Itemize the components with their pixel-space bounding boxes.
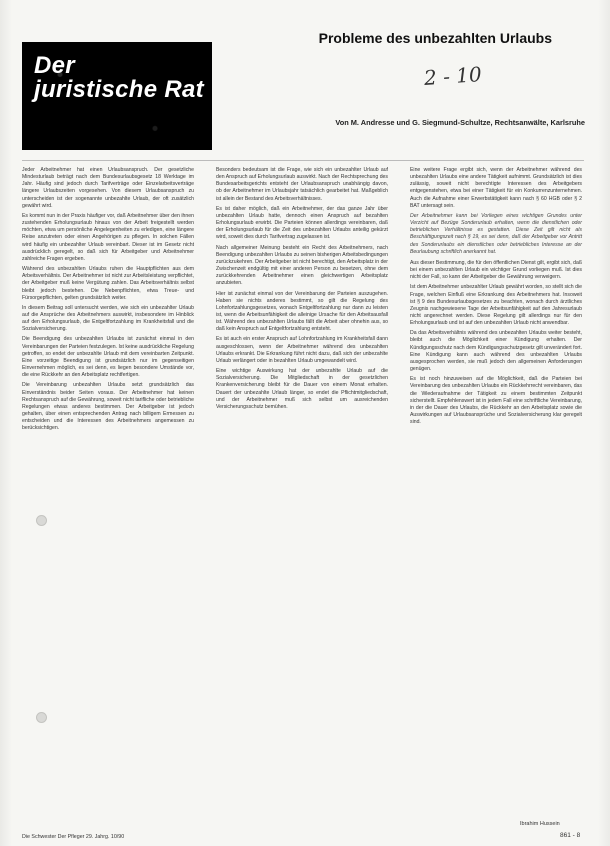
section-banner [22,42,212,150]
paragraph: Jeder Arbeitnehmer hat einen Urlaubsanspruch. Der gesetzliche Mindesturlaub beträgt nach dem Bundesurlaubsgesetz 18 Werktage im Jahr. Häufig sind jedoch durch Tarifverträge oder Einzelarbeitsverträge längere Urlaubszeiten vorgesehen. Von diesem Urlaubsanspruch zu unterscheiden ist der sogenannte unbezahlte Urlaub, der oft zusätzlich gewährt wird. [22,167,194,209]
paragraph: Da das Arbeitsverhältnis während des unbezahlten Urlaubs weiter besteht, bleibt auch die Möglichkeit einer Kündigung erhalten. Der Kündigungsschutz nach dem Kündigungsschutzgesetz gilt unverändert fort. Eine Kündigung kann auch während des unbezahlten Urlaubs ausgesprochen werden, sie muß jedoch den allgemeinen Anforderungen genügen. [410,330,582,373]
divider [22,160,584,161]
text-column-3 [410,167,582,429]
article-authors: Von M. Andresse und G. Siegmund-Schultze, Rechtsanwälte, Karlsruhe [335,118,585,127]
paragraph: Ist dem Arbeitnehmer unbezahlter Urlaub gewährt worden, so stellt sich die Frage, welchen Einfluß eine Erkrankung des Arbeitnehmers hat. Insoweit ist § 9 des Bundesurlaubsgesetzes zu beachten, wonach durch ärztliches Zeugnis nachgewiesene Tage der Arbeitsunfähigkeit auf den Jahresurlaub nicht angerechnet werden. Diese Regelung gilt allerdings nur für den Erholungsurlaub und ist auf den unbezahlten Urlaub nicht anwendbar. [410,284,582,327]
banner-title [34,54,209,102]
paragraph: In diesem Beitrag soll untersucht werden, wie sich ein unbezahlter Urlaub auf die Ansprüche des Arbeitnehmers auswirkt, insbesondere im Hinblick auf den Erholungsurlaub, die Entgeltfortzahlung im Krankheitsfall und die Sozialversicherung. [22,304,194,333]
text-column-1 [22,167,194,435]
paragraph: Es ist noch hinzuweisen auf die Möglichkeit, daß die Parteien bei Vereinbarung des unbezahlten Urlaubs ein Rückkehrrecht vereinbaren, das die Wiederaufnahme der Tätigkeit zu einem bestimmten Zeitpunkt sicherstellt. Empfehlenswert ist in jedem Fall eine schriftliche Vereinbarung, in der die Dauer des Urlaubs, die Rückkehr an den Arbeitsplatz sowie die Auswirkungen auf Urlaubsansprüche und Sozialversicherung klar geregelt sind. [410,376,582,426]
author-signature: Ibrahim Hussein [520,821,560,827]
paragraph: Aus dieser Bestimmung, die für den öffentlichen Dienst gilt, ergibt sich, daß bei einem unbezahlten Urlaub ein wichtiger Grund vorliegen muß. Ist dies nicht der Fall, so kann der Arbeitgeber die Gewährung verweigern. [410,259,582,281]
text-column-2 [216,167,388,414]
paragraph: Die Beendigung des unbezahlten Urlaubs ist zunächst einmal in den Vereinbarungen der Parteien festzulegen. Ist keine ausdrückliche Regelung getroffen, so endet der unbezahlte Urlaub mit dem vereinbarten Zeitpunkt. Eine vorzeitige Beendigung ist grundsätzlich nur im gegenseitigen Einvernehmen möglich, es sei denn, es liegen besondere Umstände vor, die eine Rückkehr an den Arbeitsplatz rechtfertigen. [22,336,194,379]
banner-line-2: juristische Rat [34,76,204,103]
footer-page-number: 861 - 8 [560,832,581,839]
punch-hole [36,515,47,526]
handwritten-note: 2 - 10 [423,62,483,90]
footer-publication: Die Schwester Der Pfleger 29. Jahrg. 10/90 [22,834,125,840]
paragraph: Während des unbezahlten Urlaubs ruhen die Hauptpflichten aus dem Arbeitsverhältnis. Der Arbeitnehmer ist nicht zur Arbeitsleistung verpflichtet, der Arbeitgeber muß keine Vergütung zahlen. Das Arbeitsverhältnis selbst bleibt jedoch bestehen. Die Nebenpflichten, etwa Treue- und Fürsorgepflichten, gelten grundsätzlich weiter. [22,266,194,301]
paragraph: Nach allgemeiner Meinung besteht ein Recht des Arbeitnehmers, nach Beendigung unbezahlten Urlaubs zu seinen bisherigen Arbeitsbedingungen zurückzukehren. Der Arbeitgeber ist nicht berechtigt, den Arbeitsplatz in der Zwischenzeit endgültig mit einer anderen Person zu besetzen, ohne dem zurückkehrenden Arbeitnehmer einen gleichwertigen Arbeitsplatz anzubieten. [216,244,388,287]
paragraph: Es ist daher möglich, daß ein Arbeitnehmer, der das ganze Jahr über unbezahlten Urlaub hatte, dennoch einen Anspruch auf bezahlten Erholungsurlaub erwirbt. Die Parteien können allerdings vereinbaren, daß der Erholungsurlaub für die Zeit des unbezahlten Urlaubs anteilig gekürzt wird, soweit dies durch Tarifvertrag zugelassen ist. [216,205,388,241]
paragraph: Besonders bedeutsam ist die Frage, wie sich ein unbezahlter Urlaub auf den Anspruch auf Erholungsurlaub auswirkt. Nach der Rechtsprechung des Bundesarbeitsgerichts entsteht der Urlaubsanspruch unabhängig davon, ob der Arbeitnehmer im Urlaubsjahr tatsächlich gearbeitet hat. Maßgeblich ist allein der Bestand des Arbeitsverhältnisses. [216,167,388,202]
banner-line-1: Der [34,52,75,79]
paragraph: Eine weitere Frage ergibt sich, wenn der Arbeitnehmer während des unbezahlten Urlaubs eine andere Tätigkeit aufnimmt. Grundsätzlich ist dies zulässig, soweit nicht berechtigte Interessen des Arbeitgebers entgegenstehen, etwa bei einer Tätigkeit für ein Konkurrenzunternehmen. Auch die Aufnahme einer Erwerbstätigkeit kann nach § 60 HGB oder § 2 BAT untersagt sein. [410,167,582,209]
paragraph: Eine wichtige Auswirkung hat der unbezahlte Urlaub auf die Sozialversicherung. Die Mitgliedschaft in der gesetzlichen Krankenversicherung bleibt für die Dauer von einem Monat erhalten. Dauert der unbezahlte Urlaub länger, so endet die Pflichtmitgliedschaft, und der Arbeitnehmer muß sich selbst um ausreichenden Versicherungsschutz bemühen. [216,368,388,410]
legal-quote: Der Arbeitnehmer kann bei Vorliegen eines wichtigen Grundes unter Verzicht auf Bezüge Sonderurlaub erhalten, wenn die dienstlichen oder betrieblichen Verhältnisse es gestatten. Diese Zeit gilt nicht als Beschäftigungszeit nach § 19, es sei denn, daß der Arbeitgeber vor Antritt des Sonderurlaubs ein dienstliches oder betriebliches Interesse an der Beurlaubung schriftlich anerkannt hat. [410,212,582,255]
paragraph: Es ist auch ein erster Anspruch auf Lohnfortzahlung im Krankheitsfall dann ausgeschlossen, wenn der Arbeitnehmer während des unbezahlten Urlaubs erkrankt. Die Erkrankung führt nicht dazu, daß sich der unbezahlte Urlaub verlängert oder in bezahlten Urlaub umgewandelt wird. [216,336,388,364]
article-title: Probleme des unbezahlten Urlaubs [318,30,552,46]
paragraph: Die Vereinbarung unbezahlten Urlaubs setzt grundsätzlich das Einverständnis beider Seiten voraus. Der Arbeitnehmer hat keinen Rechtsanspruch auf die Gewährung, soweit nicht tarifliche oder betriebliche Regelungen etwas anderes bestimmen. Der Arbeitgeber ist jedoch gehalten, über einen entsprechenden Antrag nach billigem Ermessen zu entscheiden und die Interessen des Arbeitnehmers angemessen zu berücksichtigen. [22,382,194,432]
punch-hole [36,712,47,723]
paragraph: Hier ist zunächst einmal von der Vereinbarung der Parteien auszugehen. Haben sie nichts anderes bestimmt, so gilt die Regelung des Lohnfortzahlungsgesetzes, wonach Entgeltfortzahlung nur dann zu leisten ist, wenn die Arbeitsunfähigkeit die alleinige Ursache für den Arbeitsausfall ist. Während des unbezahlten Urlaubs fällt die Arbeit aber ohnehin aus, so daß kein Anspruch auf Entgeltfortzahlung entsteht. [216,290,388,333]
paragraph: Es kommt nun in der Praxis häufiger vor, daß Arbeitnehmer über den ihnen zustehenden Erholungsurlaub hinaus von der Arbeit freigestellt werden möchten, etwa um persönliche Angelegenheiten zu erledigen, eine längere Reise anzutreten oder einen Angehörigen zu pflegen. In solchen Fällen wird häufig ein unbezahlter Urlaub vereinbart. Dieser ist im Gesetz nicht ausdrücklich geregelt, so daß sich für Arbeitgeber und Arbeitnehmer zahlreiche Fragen ergeben. [22,212,194,262]
